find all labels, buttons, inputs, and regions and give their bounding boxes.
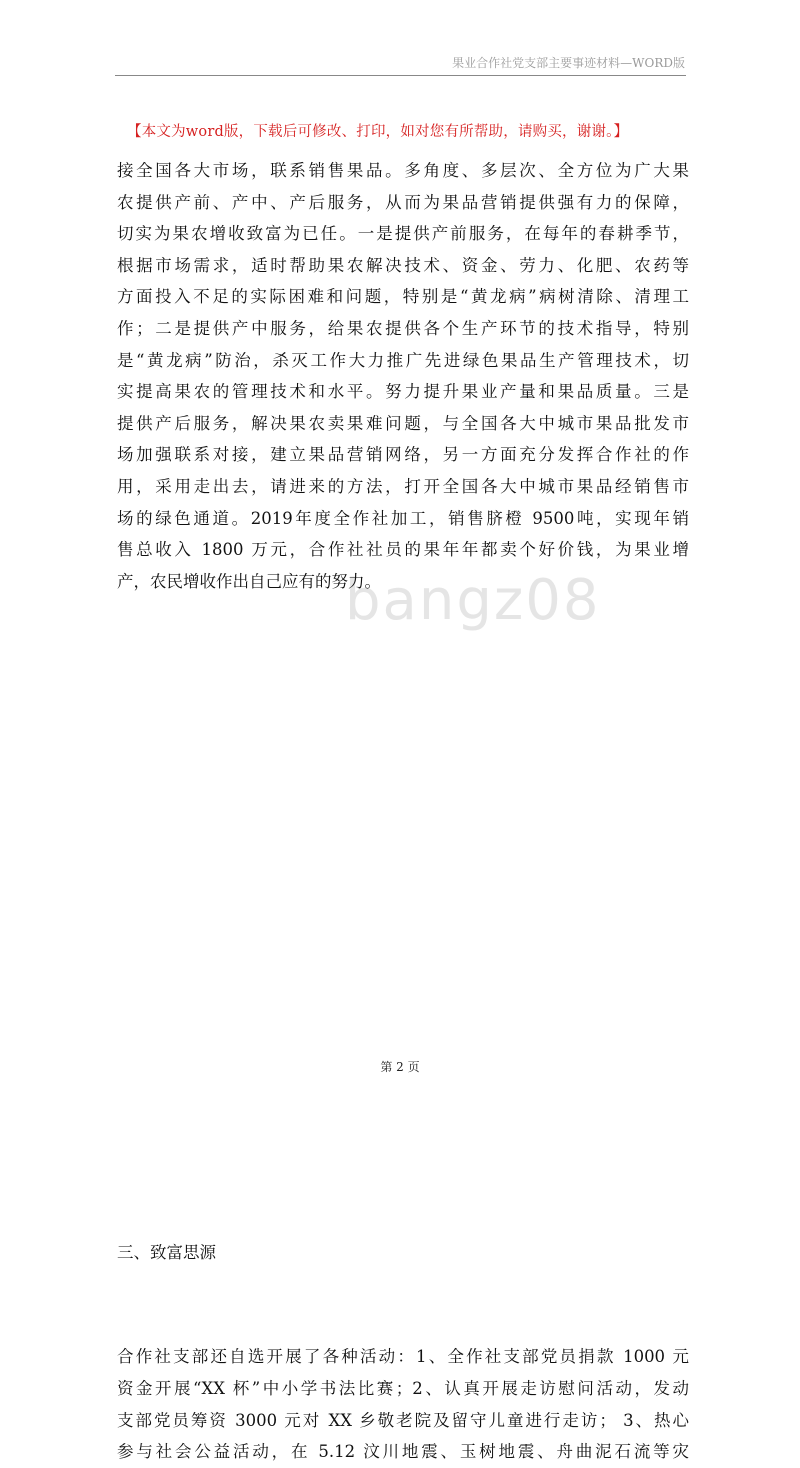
paragraph-line: 场的绿色通道。2019年度全作社加工，销售脐橙 9500吨，实现年销 [117,508,689,528]
section-heading: 三、致富思源 [117,1243,216,1263]
paragraph-line: 售总收入 1800 万元，合作社社员的果年年都卖个好价钱，为果业增 [117,540,689,560]
paragraph-line: 场加强联系对接，建立果品营销网络，另一方面充分发挥合作社的作 [117,445,689,465]
paragraph-line: 方面投入不足的实际困难和问题，特别是“黄龙病”病树清除、清理工 [117,287,689,307]
paragraph-3 [117,1341,689,1467]
paragraph-line: 切实为果农增收致富为已任。一是提供产前服务，在每年的春耕季节， [117,224,689,244]
paragraph-line: 农提供产前、产中、产后服务，从而为果品营销提供强有力的保障， [117,192,689,212]
header-rule [115,75,686,76]
paragraph-line: 接全国各大市场，联系销售果品。多角度、多层次、全方位为广大果 [117,161,689,180]
page-header: 果业合作社党支部主要事迹材料—WORD版 [452,56,685,70]
paragraph-line: 合作社支部还自选开展了各种活动：1、全作社支部党员捐款 1000 元 [117,1347,689,1367]
paragraph-line: 实提高果农的管理技术和水平。努力提升果业产量和果品质量。三是 [117,382,689,402]
paragraph-line: 是“黄龙病”防治，杀灭工作大力推广先进绿色果品生产管理技术，切 [117,350,689,370]
paragraph-1 [117,155,689,597]
paragraph-line: 产，农民增收作出自己应有的努力。 [117,571,381,591]
paragraph-line: 作；二是提供产中服务，给果农提供各个生产环节的技术指导，特别 [117,318,689,338]
paragraph-line: 参与社会公益活动，在 5.12 汶川地震、玉树地震、舟曲泥石流等灾 [117,1442,689,1462]
page-number: 第 2 页 [380,1060,420,1074]
paragraph-line: 支部党员筹资 3000 元对 XX 乡敬老院及留守儿童进行走访； 3、热心 [117,1410,689,1430]
paragraph-line: 用，采用走出去，请进来的方法，打开全国各大中城市果品经销售市 [117,476,689,496]
paragraph-line: 根据市场需求，适时帮助果农解决技术、资金、劳力、化肥、农药等 [117,255,689,275]
paragraph-line: 提供产后服务，解决果农卖果难问题，与全国各大中城市果品批发市 [117,413,689,433]
watermark: bangz08 [345,568,601,633]
download-notice: 【本文为word版，下载后可修改、打印，如对您有所帮助，请购买，谢谢。】 [127,124,629,140]
paragraph-line: 资金开展“XX 杯”中小学书法比赛；2、认真开展走访慰问活动，发动 [117,1378,689,1398]
